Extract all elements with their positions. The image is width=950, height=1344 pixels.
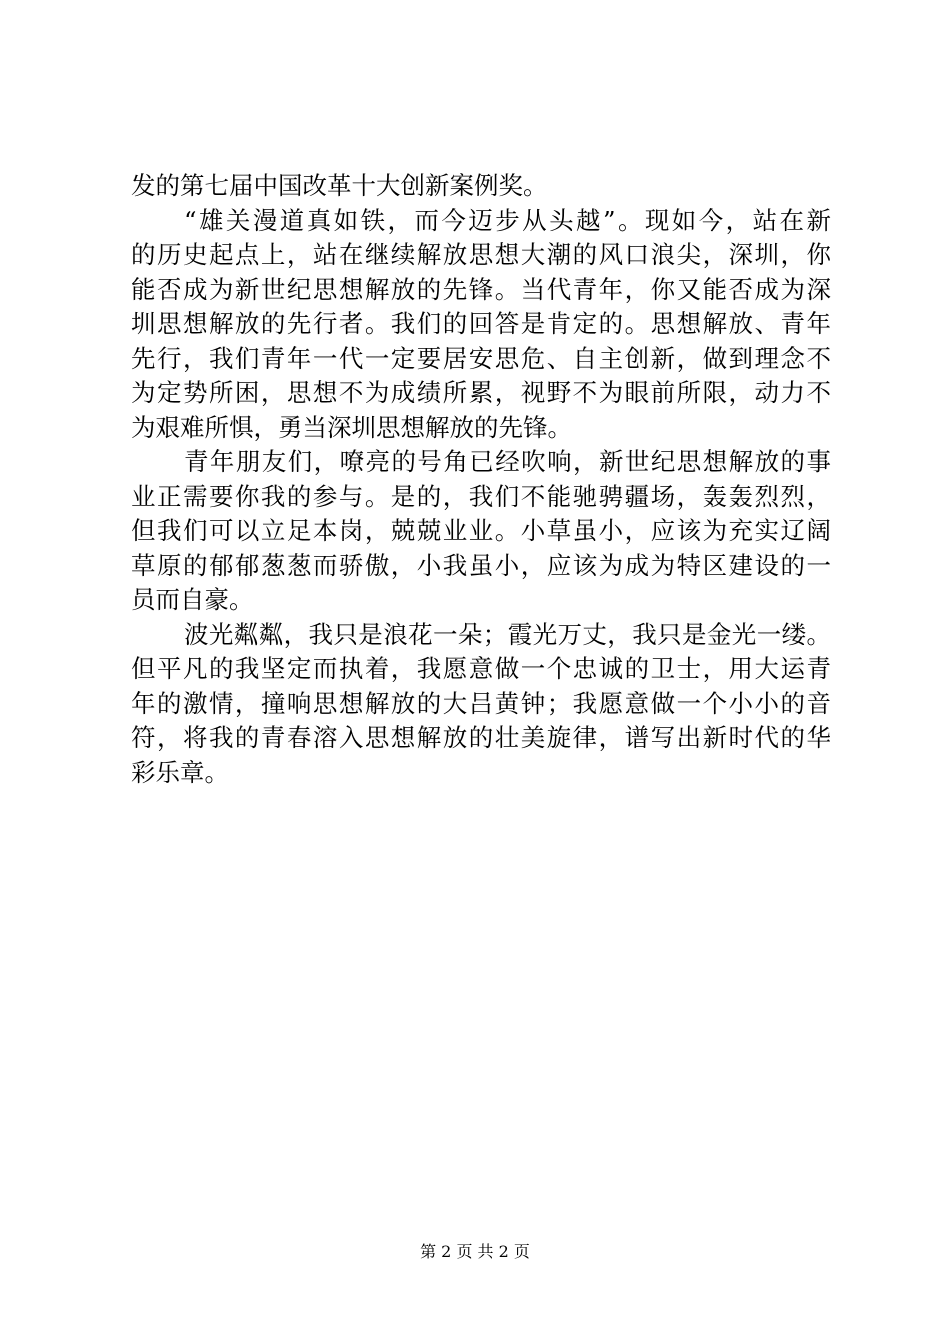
text-line: 先行，我们青年一代一定要居安思危、自主创新，做到理念不 [131,343,831,373]
page-number-footer: 第 2 页 共 2 页 [420,1242,530,1261]
text-line: 业正需要你我的参与。是的，我们不能驰骋疆场，轰轰烈烈， [131,481,831,511]
text-line: 员而自豪。 [131,585,254,614]
text-line: 圳思想解放的先行者。我们的回答是肯定的。思想解放、青年 [131,309,831,338]
text-line: 为艰难所惧，勇当深圳思想解放的先锋。 [131,412,572,442]
text-line: 草原的郁郁葱葱而骄傲，小我虽小，应该为成为特区建设的一 [131,550,831,580]
text-line: 年的激情，撞响思想解放的大吕黄钟；我愿意做一个小小的音 [131,688,831,718]
text-line: 为定势所困，思想不为成绩所累，视野不为眼前所限，动力不 [131,378,831,407]
text-line: 符，将我的青春溶入思想解放的壮美旋律，谱写出新时代的华 [131,723,831,752]
text-line: 发的第七届中国改革十大创新案例奖。 [131,171,548,200]
text-line: 的历史起点上，站在继续解放思想大潮的风口浪尖，深圳，你 [131,240,831,269]
text-line: 但平凡的我坚定而执着，我愿意做一个忠诚的卫士，用大运青 [131,654,831,683]
document-body [131,169,831,790]
paragraph-first-line: 青年朋友们，嘹亮的号角已经吹响，新世纪思想解放的事 [184,447,831,476]
text-line: 彩乐章。 [131,757,229,787]
text-line: 能否成为新世纪思想解放的先锋。当代青年，你又能否成为深 [131,274,831,304]
paragraph-first-line: 波光粼粼，我只是浪花一朵；霞光万丈，我只是金光一缕。 [184,619,831,649]
paragraph-first-line: “雄关漫道真如铁，而今迈步从头越”。现如今，站在新 [184,205,831,235]
text-line: 但我们可以立足本岗，兢兢业业。小草虽小，应该为充实辽阔 [131,516,831,545]
